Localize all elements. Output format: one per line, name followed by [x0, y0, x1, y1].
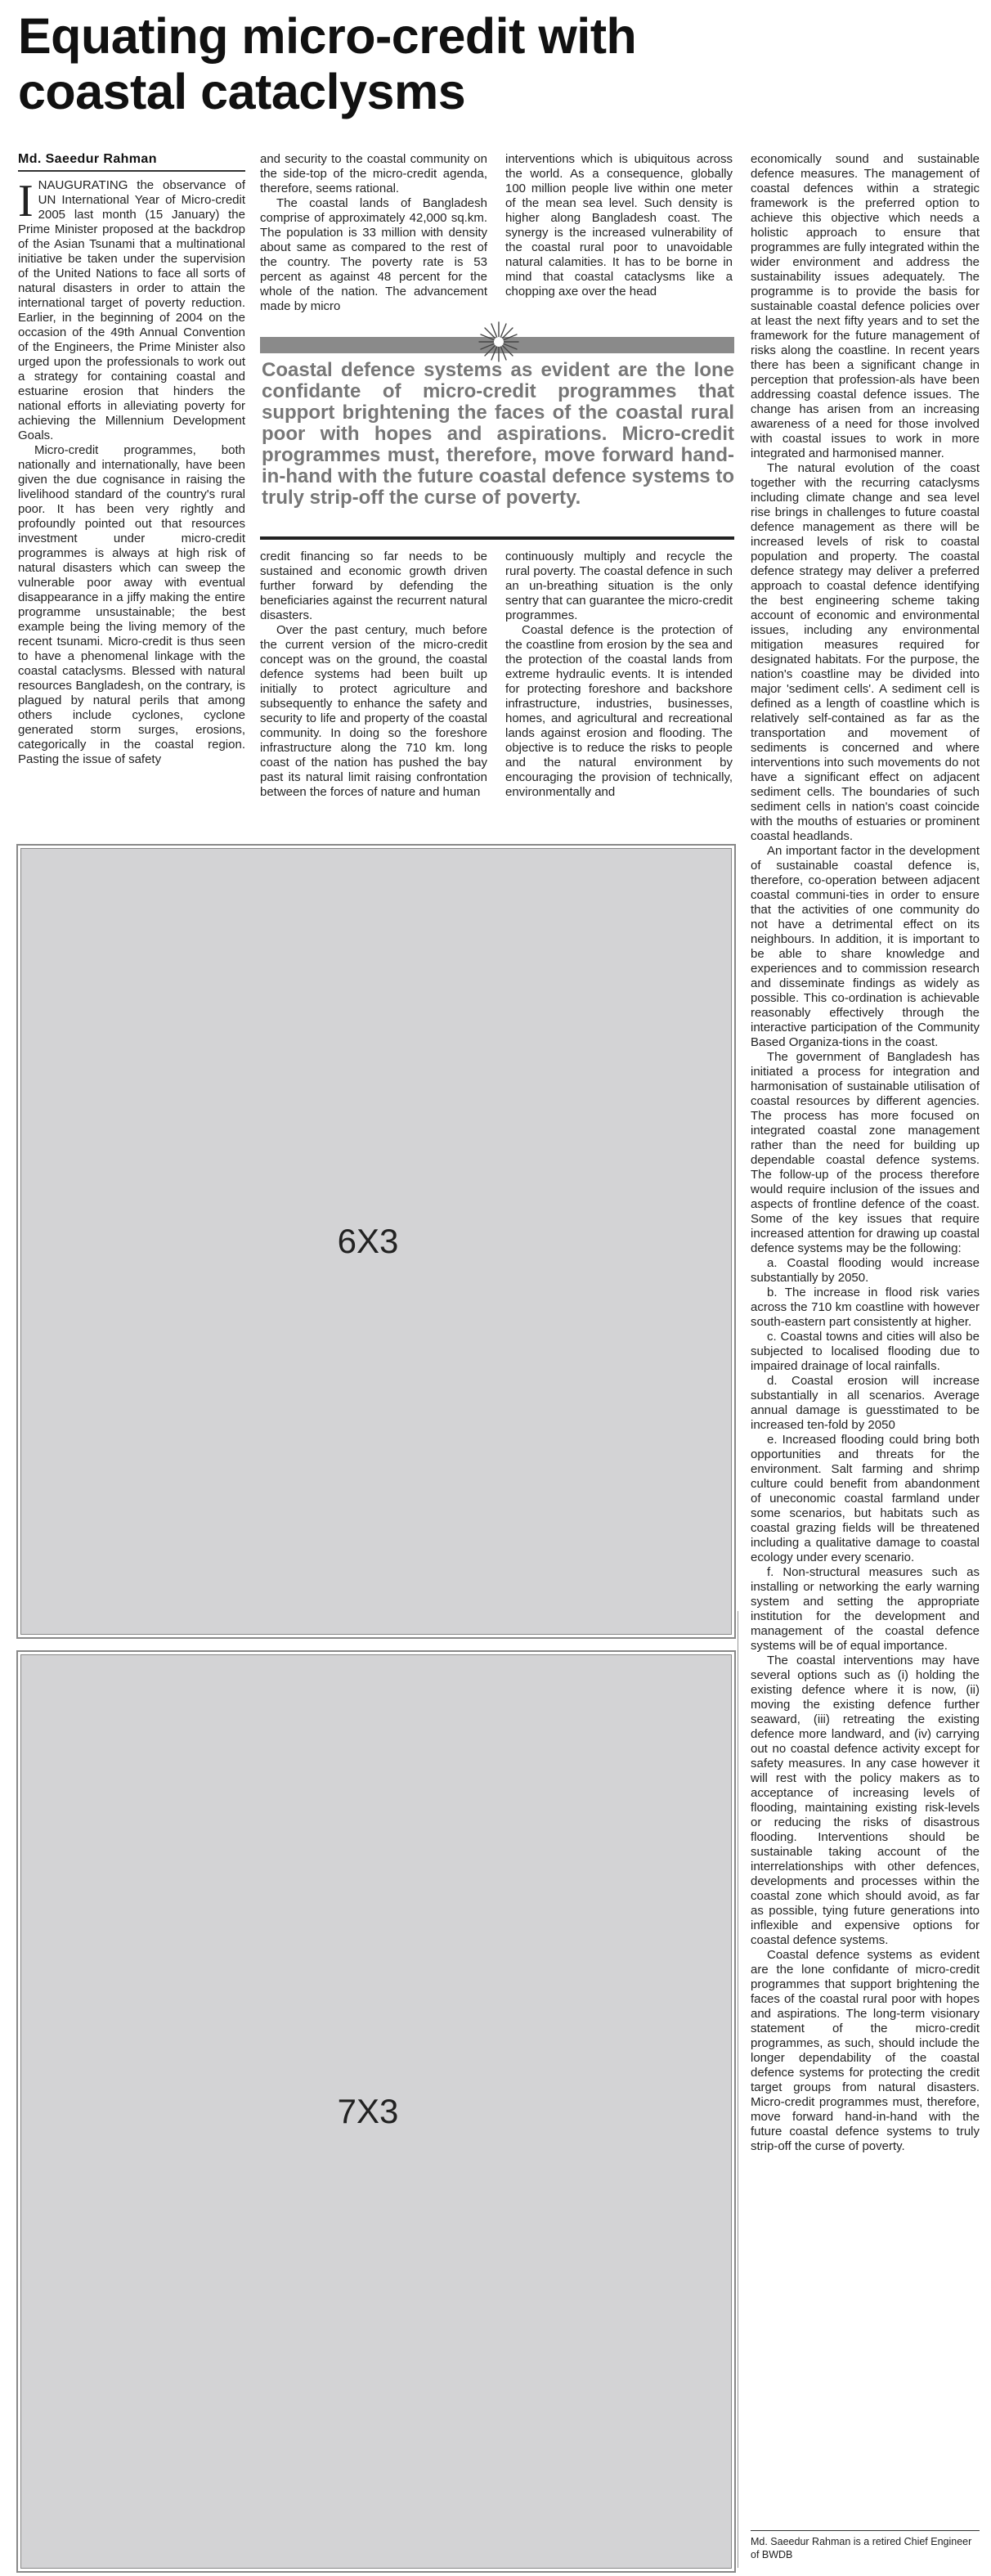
author-footnote: Md. Saeedur Rahman is a retired Chief Engineer of BWDB: [751, 2536, 972, 2560]
paragraph: Over the past century, much before the current version of the micro-credit concept was on the ground, the coastal defence systems had been built up initially to protect agriculture and subsequently to enhance the safety and security to life and property of the coastal community. In doing so the foreshore infrastructure along the 710 km. long coast of the nation has pushed the bay past its natural limit raising confrontation between the forces of nature and human: [260, 623, 487, 799]
ad-placeholder-6x3: [16, 844, 736, 1639]
paragraph: Micro-credit programmes, both nationally and internationally, have been given the due cognisance in raising the livelihood standard of the country's rural poor. It has been very rightly and profoundly pointed out that resources investment under micro-credit programmes is always at high risk of natural disasters which can sweep the vulnerable poor away with eventual disappearance in a jiffy making the entire programme unsustainable; the best example being the living memory of the recent tsunami. Micro-credit is thus seen to have a phenomenal linkage with the coastal cataclysms. Blessed with natural resources Bangladesh, on the contrary, is plagued by natural perils that among others include cyclones, cyclone generated storm surges, erosions, categorically in the coastal region. Pasting the issue of safety: [18, 443, 245, 766]
paragraph: An important factor in the development of sustainable coastal defence is, therefore, co-operation between adjacent coastal communi-ties in order to ensure that the activities of one community do not have a detrimental effect on its neighbours. In addition, it is important to be able to share knowledge and experiences and to commission research and disseminate findings as widely as possible. This co-ordination is achievable reasonably effectively through the interactive participation of the Community Based Organiza-tions in the coast.: [751, 844, 980, 1049]
article-column-3-bottom: [505, 550, 733, 828]
list-item: b. The increase in flood risk varies across the 710 km coastline with however south-eastern part consistently at higher.: [751, 1286, 980, 1329]
paragraph: The coastal interventions may have several options such as (i) holding the existing defence where it is now, (ii) moving the existing defence further seaward, (iii) retreating the existing defence more landward, and (iv) carrying out no coastal defence activity except for safety measures. In any case however it will rest with the policy makers as to acceptance of increasing levels of flooding, maintaining existing risk-levels or reducing the risks of disastrous flooding. Interventions should be sustainable taking account of the interrelationships with other defences, developments and processes within the coastal zone which should avoid, as far as possible, tying future generations into inflexible and expensive options for coastal defence systems.: [751, 1654, 980, 1947]
paragraph: and security to the coastal community on the side-top of the micro-credit agenda, therefore, seems rational.: [260, 152, 487, 195]
pullquote-rule: [260, 536, 734, 540]
ad-label: 6X3: [337, 1222, 399, 1260]
paragraph-text: NAUGURATING the observance of UN International Year of Micro-credit 2005 last month (15 January) the Prime Minister proposed at the backdrop of the Asian Tsunami that a multinational initiative be taken under the supervision of the United Nations to face all sorts of natural disasters in order to attain the international target of poverty reduction. Earlier, in the beginning of 2004 on the occasion of the 49th Annual Convention of the Engineers, the Prime Minister also urged upon the professionals to work out a strategy for containing coastal and estuarine erosion that hinders the national efforts in alleviating poverty for achieving the Millennium Development Goals.: [18, 178, 245, 442]
paragraph: interventions which is ubiquitous across the world. As a consequence, globally 100 million people live within one meter of the mean sea level. Such density is higher along Bangladesh coast. The synergy is the increased vulnerability of the coastal rural poor to unavoidable natural calamities. It has to be borne in mind that coastal cataclysms like a chopping axe over the head: [505, 152, 733, 298]
byline: Md. Saeedur Rahman: [18, 152, 245, 172]
list-item: d. Coastal erosion will increase substantially in all scenarios. Average annual damage is guesstimated to be increased ten-fold by 2050: [751, 1374, 980, 1432]
ad-placeholder-7x3: [16, 1650, 736, 2573]
paragraph: economically sound and sustainable defence measures. The management of coastal defences within a strategic framework is the preferred option to achieve this objective which needs a holistic approach to ensure that programmes are fully integrated within the wider environment and address the sustainability issues adequately. The programme is to provide the basis for sustainable coastal defence policies over at least the next fifty years and to set the framework for the future management of risks along the coastline. In recent years there has been a significant change in perception that profession-als have been addressing coastal defence issues. The change has arisen from an increasing awareness of a need for those involved with coastal issues to work in more integrated and harmonised manner.: [751, 152, 980, 460]
list-item: e. Increased flooding could bring both opportunities and threats for the environment. Salt farming and shrimp culture could benefit from abandonment of uneconomic coastal farmland under some scenarios, but habitats such as coastal grazing fields will be threatened including a qualitative damage to coastal ecology under every scenario.: [751, 1433, 980, 1564]
article-column-2-top: [260, 152, 487, 324]
paragraph: continuously multiply and recycle the rural poverty. The coastal defence in such an un-breathing situation is the only sentry that can guarantee the micro-credit programmes.: [505, 550, 733, 622]
paragraph: Coastal defence systems as evident are the lone confidante of micro-credit programmes that support brightening the faces of the coastal rural poor with hopes and aspirations. The long-term visionary statement of the micro-credit programmes, as such, should include the longer dependability of the coastal defence systems for protecting the credit target groups from natural disasters. Micro-credit programmes must, therefore, move forward hand-in-hand with the future coastal defence systems to truly strip-off the curse of poverty.: [751, 1948, 980, 2153]
paragraph: Coastal defence is the protection of the coastline from erosion by the sea and the protection of the coastal lands from extreme hydraulic events. It is intended for protecting foreshore and backshore infrastructure, industries, businesses, homes, and agricultural and recreational lands against erosion and flooding. The objective is to reduce the risks to people and the natural environment by encouraging the provision of technically, environmentally and: [505, 623, 733, 799]
list-item: f. Non-structural measures such as installing or networking the early warning system and setting the appropriate institution for the development and management of the coastal defence systems will be of equal importance.: [751, 1565, 980, 1653]
ad-label: 7X3: [337, 2092, 399, 2130]
paragraph: The natural evolution of the coast together with the recurring cataclysms including climate change and sea level rise brings in challenges to future coastal defence management as there will be increased levels of risk to coastal population and property. The coastal defence strategy may deliver a preferred approach to coastal defence identifying the best engineering scheme taking account of economic and environmental issues, including any environmental mitigation measures required for designated habitats. For the purpose, the nation's coastline may be divided into major 'sediment cells'. A sediment cell is defined as a length of coastline which is relatively self-contained as far as the transportation and movement of sediments is concerned and where interventions into such movements do not have a significant effect on adjacent sediment cells. The boundaries of such sediment cells in nation's coast coincide with the mouths of estuaries or prominent coastal headlands.: [751, 461, 980, 843]
paragraph: The coastal lands of Bangladesh comprise of approximately 42,000 sq.km. The population is 33 million with density about same as compared to the rest of the country. The poverty rate is 53 percent as against 48 percent for the whole of the nation. The advancement made by micro: [260, 196, 487, 313]
drop-cap: I: [18, 178, 34, 227]
list-item: a. Coastal flooding would increase substantially by 2050.: [751, 1256, 980, 1285]
article-column-2-bottom: [260, 550, 487, 828]
starburst-icon: [478, 321, 520, 363]
article-column-1: [18, 178, 245, 832]
list-item: c. Coastal towns and cities will also be subjected to localised flooding due to impaired drainage of local rainfalls.: [751, 1330, 980, 1373]
paragraph: The government of Bangladesh has initiated a process for integration and harmonisation of sustainable utilisation of coastal resources by different agencies. The process has more focused on integrated coastal zone management rather than the need for building up dependable coastal defence systems. The follow-up of the process therefore would require inclusion of the issues and aspects of frontline defence of the coast. Some of the key issues that require increased attention for drawing up coastal defence systems may be the following:: [751, 1050, 980, 1255]
article-column-3-top: [505, 152, 733, 324]
paragraph: [18, 178, 245, 443]
article-column-4: [751, 152, 980, 2524]
footnote-rule: [751, 2530, 980, 2531]
paragraph: credit financing so far needs to be sustained and economic growth driven further forward by defending the beneficiaries against the recurrent natural disasters.: [260, 550, 487, 622]
headline: Equating micro-credit with coastal cataclysms: [18, 8, 637, 119]
pullquote: Coastal defence systems as evident are the lone confidante of micro-credit programmes that support brightening the faces of the coastal rural poor with hopes and aspirations. Micro-credit programmes must, therefore, move forward hand-in-hand with the future coastal defence systems to truly strip-off the curse of poverty.: [262, 359, 734, 509]
